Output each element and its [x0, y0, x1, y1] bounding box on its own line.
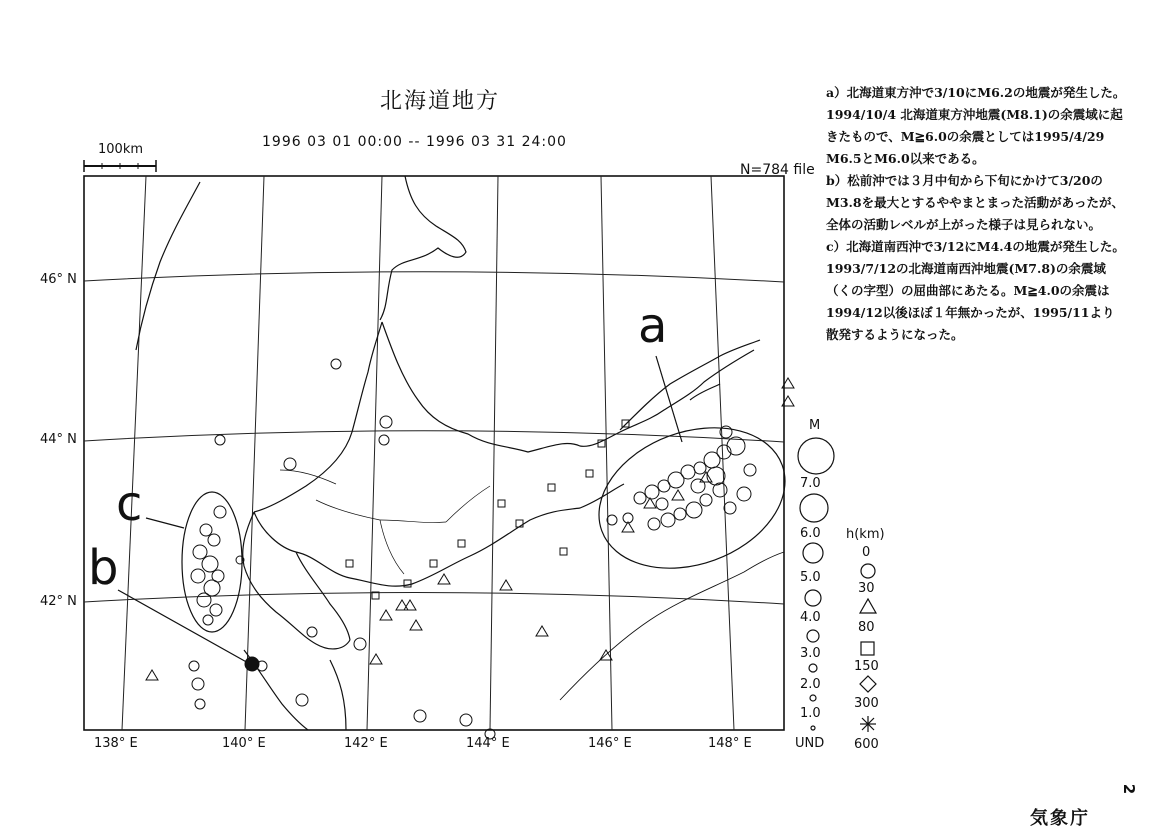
legend-m-1: 1.0 — [800, 706, 821, 721]
legend-m-5: 5.0 — [800, 570, 821, 585]
legend-m1-circle — [810, 695, 816, 701]
legend-m7-circle — [798, 438, 834, 474]
legend-m5-circle — [803, 543, 823, 563]
scale-label: 100km — [98, 142, 144, 157]
region-label-c: c — [116, 476, 143, 532]
annotation-c: c）北海道南西沖で3/12にM4.4の地震が発生した。1993/7/12の北海道南西沖地震(M7.8)の余震域（くの字型）の屈曲部にあたる。M≧4.0の余震は1994/12以後ほぼ１年無かったが、1995/11より散発するようになった。 — [826, 239, 1125, 342]
lon-label-142: 142° E — [344, 736, 388, 751]
period-label: 1996 03 01 00:00 -- 1996 03 31 24:00 — [262, 134, 567, 150]
legend-depth-0-symbol — [861, 564, 875, 578]
scale-bar — [84, 160, 156, 172]
legend-depth-300-symbol — [860, 716, 876, 732]
count-label: N=784 file — [740, 162, 815, 178]
lat-label-42: 42° N — [40, 594, 77, 609]
coastlines — [136, 176, 784, 730]
latitude-gridlines — [84, 272, 784, 604]
map-frame — [84, 176, 784, 730]
lat-label-44: 44° N — [40, 432, 77, 447]
legend-depth-0: 0 — [862, 545, 871, 560]
longitude-gridlines — [122, 176, 734, 730]
legend-und-circle — [811, 726, 815, 730]
legend-m-4: 4.0 — [800, 610, 821, 625]
map-title: 北海道地方 — [379, 89, 500, 114]
region-c-outline — [182, 492, 242, 632]
region-label-a: a — [638, 298, 668, 354]
legend-m-6: 6.0 — [800, 526, 821, 541]
annotation-panel — [826, 82, 1126, 346]
annotation-a: a）北海道東方沖で3/10にM6.2の地震が発生した。1994/10/4 北海道東方沖地震(M8.1)の余震域に起きたもので、M≧6.0の余震としては1995/4/29 M6.5とM6.0以来である。 — [826, 85, 1126, 166]
legend-depth-30: 30 — [858, 581, 875, 596]
legend-depth-300: 300 — [854, 696, 879, 711]
legend-depth-title: h(km) — [846, 527, 885, 542]
page-number: 2 — [1120, 783, 1139, 795]
lon-label-148: 148° E — [708, 736, 752, 751]
legend-m-und: UND — [795, 736, 825, 751]
legend-depth-150: 150 — [854, 659, 879, 674]
lon-label-138: 138° E — [94, 736, 138, 751]
legend-m4-circle — [805, 590, 821, 606]
agency-label: 気象庁 — [1030, 808, 1090, 829]
region-c-pointer — [146, 518, 184, 528]
region-a-pointer — [656, 356, 682, 442]
legend-m-3: 3.0 — [800, 646, 821, 661]
legend-m6-circle — [800, 494, 828, 522]
lon-label-140: 140° E — [222, 736, 266, 751]
lat-label-46: 46° N — [40, 272, 77, 287]
lon-label-146: 146° E — [588, 736, 632, 751]
legend-m2-circle — [809, 664, 817, 672]
legend-m-2: 2.0 — [800, 677, 821, 692]
legend-depth-80-symbol — [861, 642, 874, 655]
legend-depth-150-symbol — [860, 676, 876, 692]
region-b-pointer — [118, 590, 250, 664]
legend-m-title: M — [809, 418, 821, 433]
legend-depth-30-symbol — [860, 599, 876, 613]
region-label-b: b — [88, 540, 119, 596]
region-a-outline — [579, 403, 805, 593]
legend-m-7: 7.0 — [800, 476, 821, 491]
lon-label-144: 144° E — [466, 736, 510, 751]
annotation-b: b）松前沖では３月中旬から下旬にかけて3/20のM3.8を最大とするややまとまった活動があったが、全体の活動レベルが上がった様子は見られない。 — [826, 173, 1124, 232]
legend-depth-80: 80 — [858, 620, 875, 635]
legend-depth-600: 600 — [854, 737, 879, 752]
legend-m3-circle — [807, 630, 819, 642]
